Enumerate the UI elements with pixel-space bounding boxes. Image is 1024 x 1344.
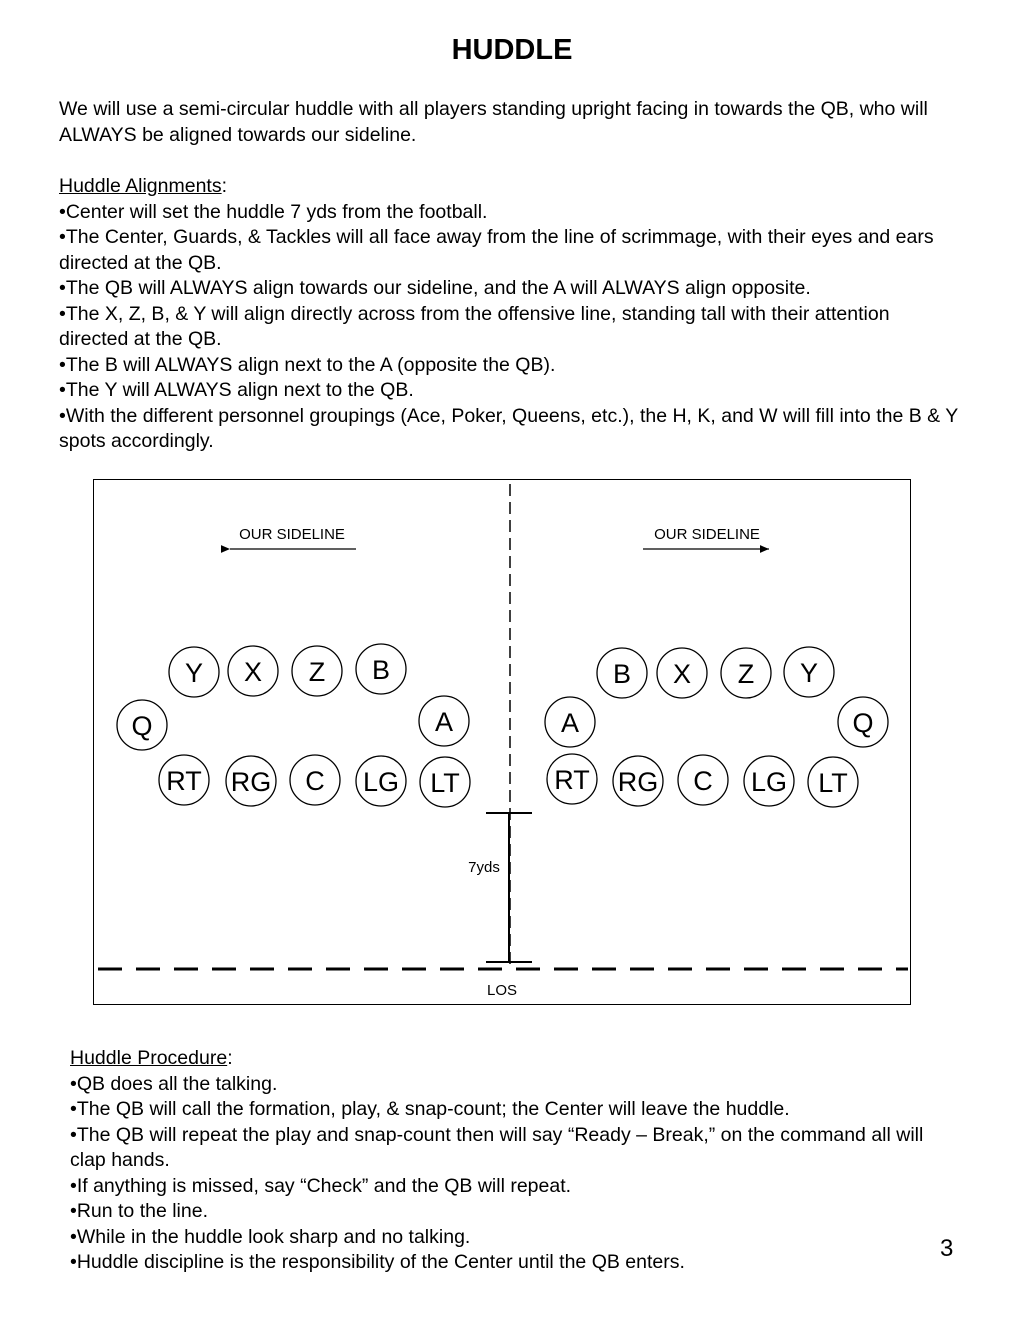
- left-sideline-label: OUR SIDELINE: [239, 526, 345, 543]
- player-lg: [744, 756, 794, 806]
- huddle-diagram-svg: [94, 480, 912, 1006]
- svg-text:Q: Q: [852, 708, 874, 738]
- seven-yard-marker: [486, 813, 532, 962]
- list-item: • The Y will ALWAYS align next to the QB.: [59, 378, 959, 404]
- svg-text:RT: RT: [554, 765, 590, 795]
- svg-text:RG: RG: [617, 767, 659, 797]
- player-x: [657, 648, 707, 698]
- right-huddle: [545, 647, 888, 807]
- list-item: • The QB will call the formation, play, & snap-count; the Center will leave the huddle.: [70, 1097, 950, 1123]
- svg-text:C: C: [693, 766, 713, 796]
- list-item: • Run to the line.: [70, 1199, 950, 1225]
- player-rg: [226, 756, 276, 806]
- right-sideline-label: OUR SIDELINE: [654, 526, 760, 543]
- list-item: • The Center, Guards, & Tackles will all face away from the line of scrimmage, with their eyes and ears directed at the QB.: [59, 225, 959, 276]
- player-y: [784, 647, 834, 697]
- player-z: [721, 648, 771, 698]
- los-label: LOS: [486, 982, 518, 999]
- player-c: [678, 755, 728, 805]
- svg-text:LG: LG: [362, 767, 400, 797]
- list-item: • If anything is missed, say “Check” and the QB will repeat.: [70, 1174, 950, 1200]
- player-b: [356, 644, 406, 694]
- svg-text:RG: RG: [230, 767, 272, 797]
- svg-text:X: X: [672, 659, 692, 689]
- list-item: • With the different personnel groupings (Ace, Poker, Queens, etc.), the H, K, and W will fill into the B & Y spots accordingly.: [59, 404, 959, 455]
- svg-text:Z: Z: [737, 659, 755, 689]
- player-b: [597, 648, 647, 698]
- alignments-section: Huddle Alignments: • Center will set the huddle 7 yds from the football. • The Center, Guards, & Tackles will all face away from the line of scrimmage, with their eyes and ears directed at the QB. • The QB will ALWAYS align towards our sideline, and the A will ALWAYS align opposite. • The X, Z, B, & Y will align directly across from the offensive line, standing tall with their attention directed at the QB. • The B will ALWAYS align next to the A (opposite the QB). • The Y will ALWAYS align next to the QB. • With the different personnel groupings (Ace, Poker, Queens, etc.), the H, K, and W will fill into the B & Y spots accordingly.: [59, 174, 959, 455]
- svg-text:LG: LG: [750, 767, 788, 797]
- svg-text:A: A: [560, 708, 580, 738]
- procedure-heading: Huddle Procedure: [70, 1047, 228, 1069]
- player-rt: [159, 755, 209, 805]
- player-lt: [420, 757, 470, 807]
- svg-text:Y: Y: [184, 658, 204, 688]
- svg-text:B: B: [371, 655, 391, 685]
- procedure-list: [70, 1072, 950, 1276]
- svg-text:RT: RT: [166, 766, 202, 796]
- huddle-diagram: [93, 479, 911, 1005]
- list-item: • The B will ALWAYS align next to the A (opposite the QB).: [59, 353, 959, 379]
- player-lg: [356, 756, 406, 806]
- player-lt: [808, 757, 858, 807]
- svg-text:Q: Q: [131, 711, 153, 741]
- player-z: [292, 646, 342, 696]
- player-x: [228, 646, 278, 696]
- list-item: • Center will set the huddle 7 yds from the football.: [59, 200, 959, 226]
- player-rt: [547, 754, 597, 804]
- alignments-list: [59, 200, 959, 455]
- svg-text:B: B: [612, 659, 632, 689]
- player-y: [169, 647, 219, 697]
- svg-text:LT: LT: [430, 768, 460, 798]
- svg-text:Z: Z: [308, 657, 326, 687]
- player-q: [838, 697, 888, 747]
- list-item: • QB does all the talking.: [70, 1072, 950, 1098]
- list-item: • The QB will ALWAYS align towards our sideline, and the A will ALWAYS align opposite.: [59, 276, 959, 302]
- intro-paragraph: We will use a semi-circular huddle with all players standing upright facing in towards the QB, who will ALWAYS be aligned towards our sideline.: [59, 98, 928, 146]
- left-huddle: [117, 644, 470, 807]
- svg-text:A: A: [434, 707, 454, 737]
- player-rg: [613, 756, 663, 806]
- player-c: [290, 755, 340, 805]
- svg-text:C: C: [305, 766, 325, 796]
- list-item: • While in the huddle look sharp and no talking.: [70, 1225, 950, 1251]
- list-item: • Huddle discipline is the responsibility of the Center until the QB enters.: [70, 1250, 950, 1276]
- svg-text:LT: LT: [818, 768, 848, 798]
- svg-text:X: X: [243, 657, 263, 687]
- page-title: HUDDLE: [451, 34, 573, 66]
- page-number: 3: [940, 1235, 954, 1262]
- player-q: [117, 700, 167, 750]
- player-a: [545, 697, 595, 747]
- player-a: [419, 696, 469, 746]
- distance-label: 7yds: [468, 859, 500, 876]
- svg-text:Y: Y: [799, 658, 819, 688]
- procedure-section: Huddle Procedure: • QB does all the talking. • The QB will call the formation, play, & snap-count; the Center will leave the huddle. • The QB will repeat the play and snap-count then will say “Ready – Break,” on the command all will clap hands. • If anything is missed, say “Check” and the QB will repeat. • Run to the line. • While in the huddle look sharp and no talking. • Huddle discipline is the responsibility of the Center until the QB enters.: [70, 1046, 950, 1276]
- list-item: • The X, Z, B, & Y will align directly across from the offensive line, standing tall with their attention directed at the QB.: [59, 302, 959, 353]
- alignments-heading: Huddle Alignments: [59, 175, 222, 197]
- list-item: • The QB will repeat the play and snap-count then will say “Ready – Break,” on the command all will clap hands.: [70, 1123, 950, 1174]
